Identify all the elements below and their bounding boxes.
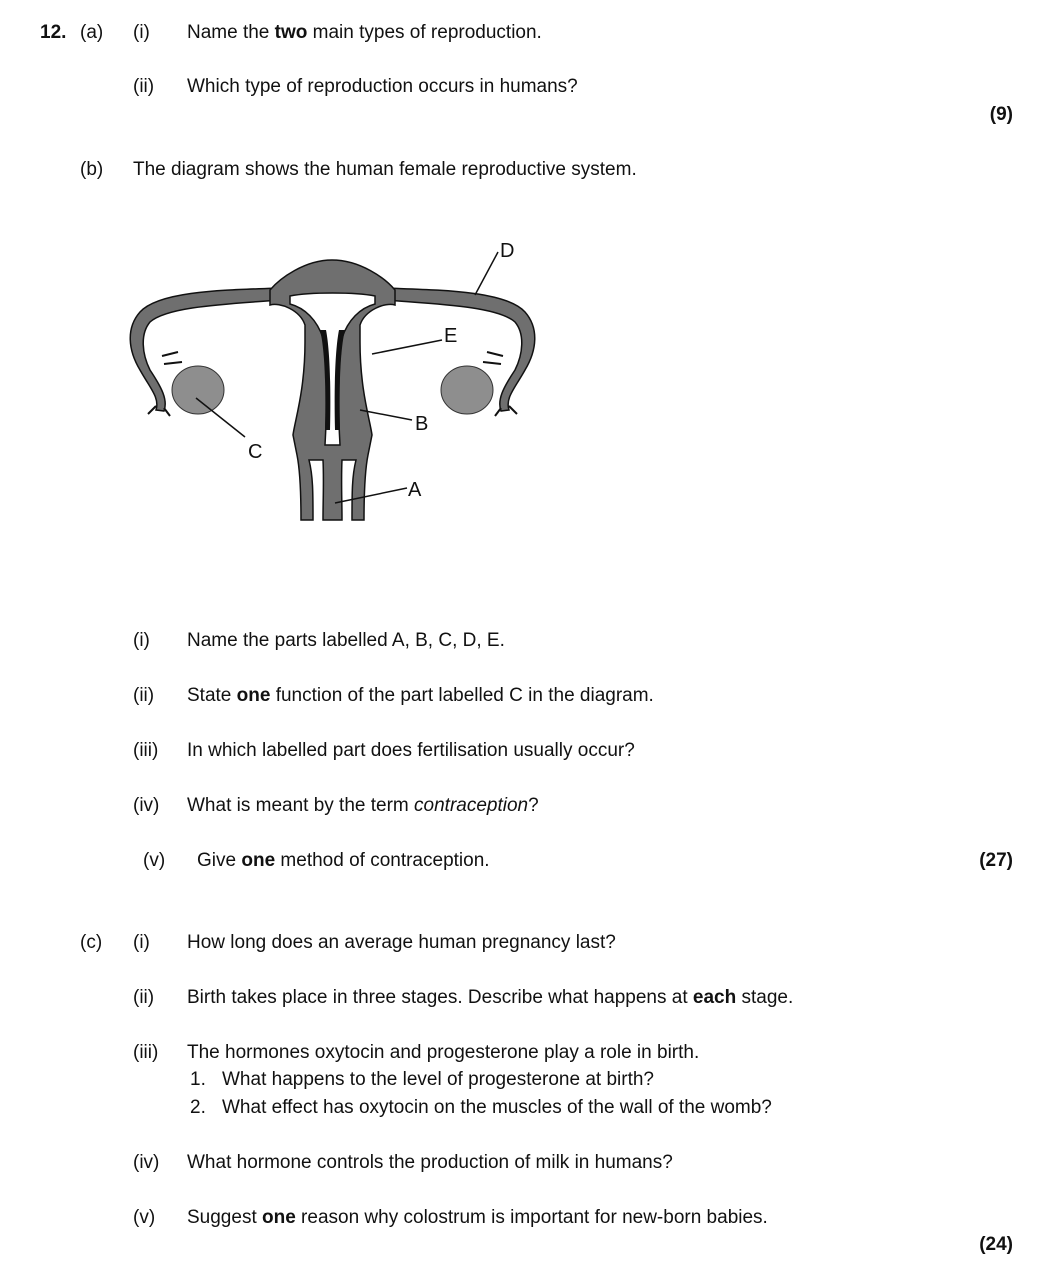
- part-b-intro: The diagram shows the human female reproductive system.: [133, 159, 637, 180]
- part-a-i-text: Name the two main types of reproduction.: [187, 22, 542, 43]
- part-c-ii-text: Birth takes place in three stages. Describe what happens at each stage.: [187, 987, 794, 1008]
- label-a: A: [408, 479, 422, 501]
- label-e: E: [444, 325, 458, 347]
- part-c-iii-sub2-text: What effect has oxytocin on the muscles of the wall of the womb?: [222, 1097, 772, 1118]
- left-ovary: [172, 366, 224, 414]
- part-c-iii-num: (iii): [133, 1042, 159, 1063]
- part-b-v-num: (v): [143, 850, 166, 871]
- leader-line-d: [475, 252, 498, 295]
- part-a-ii-text: Which type of reproduction occurs in humans?: [187, 76, 578, 97]
- part-b-marks: (27): [979, 850, 1013, 871]
- part-a-marks: (9): [989, 104, 1013, 125]
- part-c-iv-text: What hormone controls the production of milk in humans?: [187, 1152, 673, 1173]
- part-c-v-text: Suggest one reason why colostrum is important for new-born babies.: [187, 1207, 768, 1228]
- part-b-iv-num: (iv): [133, 795, 160, 816]
- part-b-i-text: Name the parts labelled A, B, C, D, E.: [187, 630, 505, 651]
- part-a-ii-num: (ii): [133, 76, 155, 97]
- part-c-iii-sub1-text: What happens to the level of progesterone at birth?: [222, 1069, 654, 1090]
- leader-line-e: [372, 340, 442, 354]
- question-number: 12.: [40, 22, 67, 43]
- part-c-i-text: How long does an average human pregnancy last?: [187, 932, 616, 953]
- part-b-iii-text: In which labelled part does fertilisation usually occur?: [187, 740, 635, 761]
- part-c-iii-sub2-num: 2.: [190, 1097, 206, 1118]
- label-b: B: [415, 413, 429, 435]
- part-c-ii-num: (ii): [133, 987, 155, 1008]
- female-reproductive-system-diagram: [120, 230, 550, 550]
- right-ovary: [441, 366, 493, 414]
- part-b-ii-text: State one function of the part labelled C in the diagram.: [187, 685, 654, 706]
- part-b-iv-text: What is meant by the term contraception?: [187, 795, 539, 816]
- part-c-iii-text: The hormones oxytocin and progesterone play a role in birth.: [187, 1042, 700, 1063]
- part-c-i-num: (i): [133, 932, 150, 953]
- part-c-marks: (24): [979, 1234, 1013, 1255]
- part-c-v-num: (v): [133, 1207, 156, 1228]
- leader-line-c: [196, 398, 245, 437]
- label-c: C: [248, 441, 263, 463]
- part-b-v-text: Give one method of contraception.: [197, 850, 490, 871]
- leader-line-a: [335, 488, 407, 503]
- part-a-i-num: (i): [133, 22, 150, 43]
- part-c-iii-sub1-num: 1.: [190, 1069, 206, 1090]
- part-b-iii-num: (iii): [133, 740, 159, 761]
- label-d: D: [500, 240, 515, 262]
- part-a-label: (a): [80, 22, 104, 43]
- part-b-ii-num: (ii): [133, 685, 155, 706]
- part-c-iv-num: (iv): [133, 1152, 160, 1173]
- part-c-label: (c): [80, 932, 103, 953]
- part-b-i-num: (i): [133, 630, 150, 651]
- part-b-label: (b): [80, 159, 104, 180]
